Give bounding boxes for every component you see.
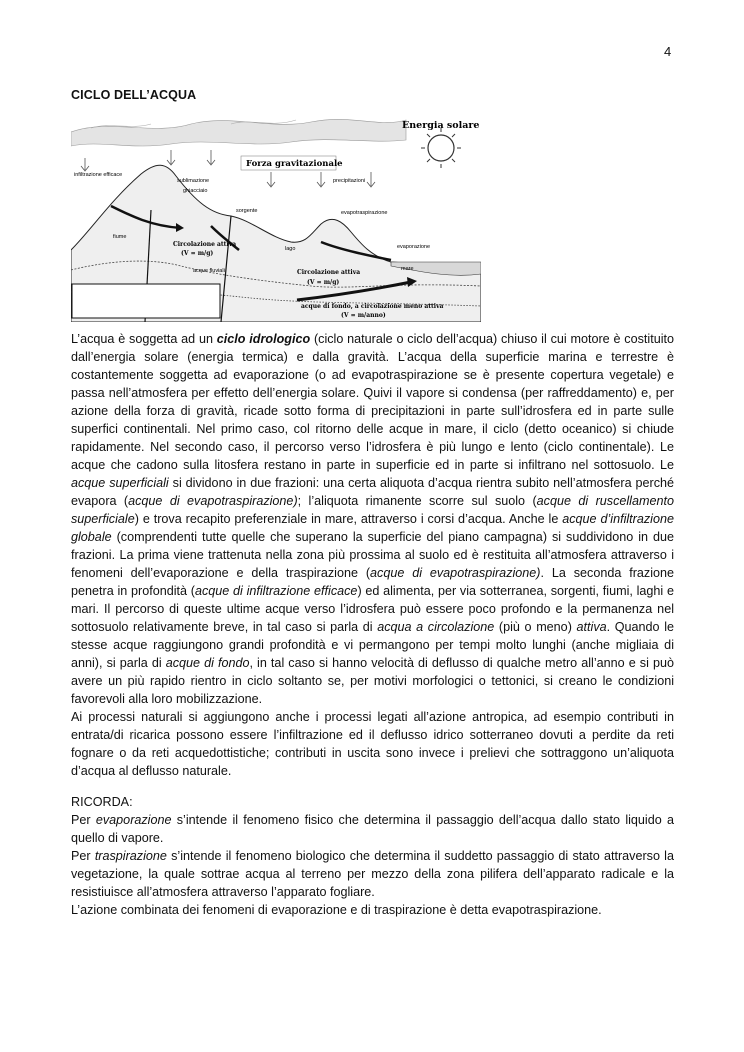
label-alluvial: acque fluviali: [193, 268, 225, 274]
body-text: [71, 330, 674, 780]
label-deep-water-unit: (V = m/anno): [341, 312, 386, 319]
label-evaporation: evaporazione: [397, 244, 431, 250]
label-source: sorgente: [236, 208, 258, 214]
water-cycle-figure: [71, 110, 481, 322]
label-energy: Energia solare: [402, 120, 480, 131]
section-title: CICLO DELL’ACQUA: [71, 88, 197, 102]
legend-box: [72, 284, 220, 318]
ricorda-traspirazione: Per traspirazione s’intende il fenomeno biologico che determina il suddetto passaggio di stato attraverso la vegetazione, la quale sottrae acqua al terreno per mezzo della zona pilifera dell’apparato radicale e la resistiuisce all’atmosfera attraverso l’apparato fogliare.: [71, 849, 674, 899]
label-glaciers: ghiacciaio: [183, 188, 208, 194]
ricorda-heading: RICORDA:: [71, 795, 133, 809]
label-active-unit-1: (V = m/g): [181, 250, 214, 257]
ricorda-section: [71, 793, 674, 919]
label-active-circulation-2: Circolazione attiva: [297, 269, 361, 276]
label-gravity: Forza gravitazionale: [246, 159, 343, 169]
label-river: fiume: [113, 234, 127, 240]
water-cycle-diagram: [71, 110, 481, 322]
label-infiltration: infiltrazione efficace: [74, 172, 123, 178]
paragraph-1: L’acqua è soggetta ad un ciclo idrologico (ciclo naturale o ciclo dell’acqua) chiuso il cui motore è costituito dall’energia solare (energia termica) e dalla gravità. L’acqua della superficie marina e terrestre è costantemente soggetta ad evaporazione (o ad evapotraspirazione se è presente copertura vegetale) e passa nell’atmosfera per effetto dell’energia solare. Quivi il vapore si condensa (per raffreddamento) e, per azione della forza di gravità, ricade sotto forma di precipitazioni in parte sull’idrosfera ed in parte sulle superfici continentali. Nel primo caso, col ritorno delle acque in mare, il ciclo (detto oceanico) si chiude rapidamente. Nel secondo caso, il percorso verso l’idrosfera è più lungo e lento (ciclo continentale). Le acque che cadono sulla litosfera restano in parte in superficie ed in parte si infiltrano nel sottosuolo. Le acque superficiali si dividono in due frazioni: una certa aliquota d’acqua rientra subito nell’atmosfera perché evapora (acque di evapotraspirazione); l’aliquota rimanente scorre sul suolo (acque di ruscellamento superficiale) e trova recapito preferenziale in mare, attraverso i corsi d’acqua. Anche le acque d’infiltrazione globale (comprendenti tutte quelle che superano la superficie del piano campagna) si suddividono in due frazioni. La prima viene trattenuta nella zona più prossima al suolo ed è restituita all’atmosfera attraverso i fenomeni dell’evaporazione e della traspirazione (acque di evapotraspirazione). La seconda frazione penetra in profondità (acque di infiltrazione efficace) ed alimenta, per via sotterranea, sorgenti, fiumi, laghi e mari. Il percorso di queste ultime acque verso l’idrosfera può essere poco profondo e la permanenza nel sottosuolo relativamente breve, in tal caso si parla di acqua a circolazione (più o meno) attiva. Quando le stesse acque raggiungono grandi profondità e vi permangono per tempi molto lunghi (anche migliaia di anni), si parla di acque di fondo, in tal caso si hanno velocità di deflusso di qualche metro all’anno e si può avere un più rapido rientro in ciclo soltanto se, per motivi morfologici o tettonici, si creano le condizioni favorevoli alla loro mobilizzazione.: [71, 332, 675, 706]
label-active-circulation-1: Circolazione attiva: [173, 241, 237, 248]
label-sublimation: sublimazione: [177, 178, 210, 184]
paragraph-2: Ai processi naturali si aggiungono anche i processi legati all’azione antropica, ad esempio contributi in entrata/di ricarica possono essere l’infiltrazione ed il deflusso idrico sotterraneo dovuti a perdite da reti fognare o da reti acquedottistiche; contributi in uscita sono invece i prelievi che sottraggono un’aliquota d’acqua al deflusso naturale.: [71, 710, 674, 778]
label-sea: mare: [401, 266, 414, 272]
label-precipitation: precipitazioni: [333, 178, 366, 184]
ricorda-evapotraspirazione: L’azione combinata dei fenomeni di evaporazione e di traspirazione è detta evapotraspirazione.: [71, 903, 602, 917]
ricorda-evaporazione: Per evaporazione s’intende il fenomeno fisico che determina il passaggio dell’acqua dallo stato liquido a quello di vapore.: [71, 813, 674, 845]
label-lake: lago: [285, 246, 296, 252]
page-number: 4: [664, 44, 672, 59]
label-deep-water: acque di fondo, a circolazione meno attiva: [301, 303, 444, 310]
label-evapotranspiration: evapotraspirazione: [341, 210, 388, 216]
label-active-unit-2: (V = m/g): [307, 279, 340, 286]
clouds: [71, 119, 406, 146]
term-ciclo-idrologico: ciclo idrologico: [216, 332, 311, 346]
sun-icon: [421, 128, 461, 168]
